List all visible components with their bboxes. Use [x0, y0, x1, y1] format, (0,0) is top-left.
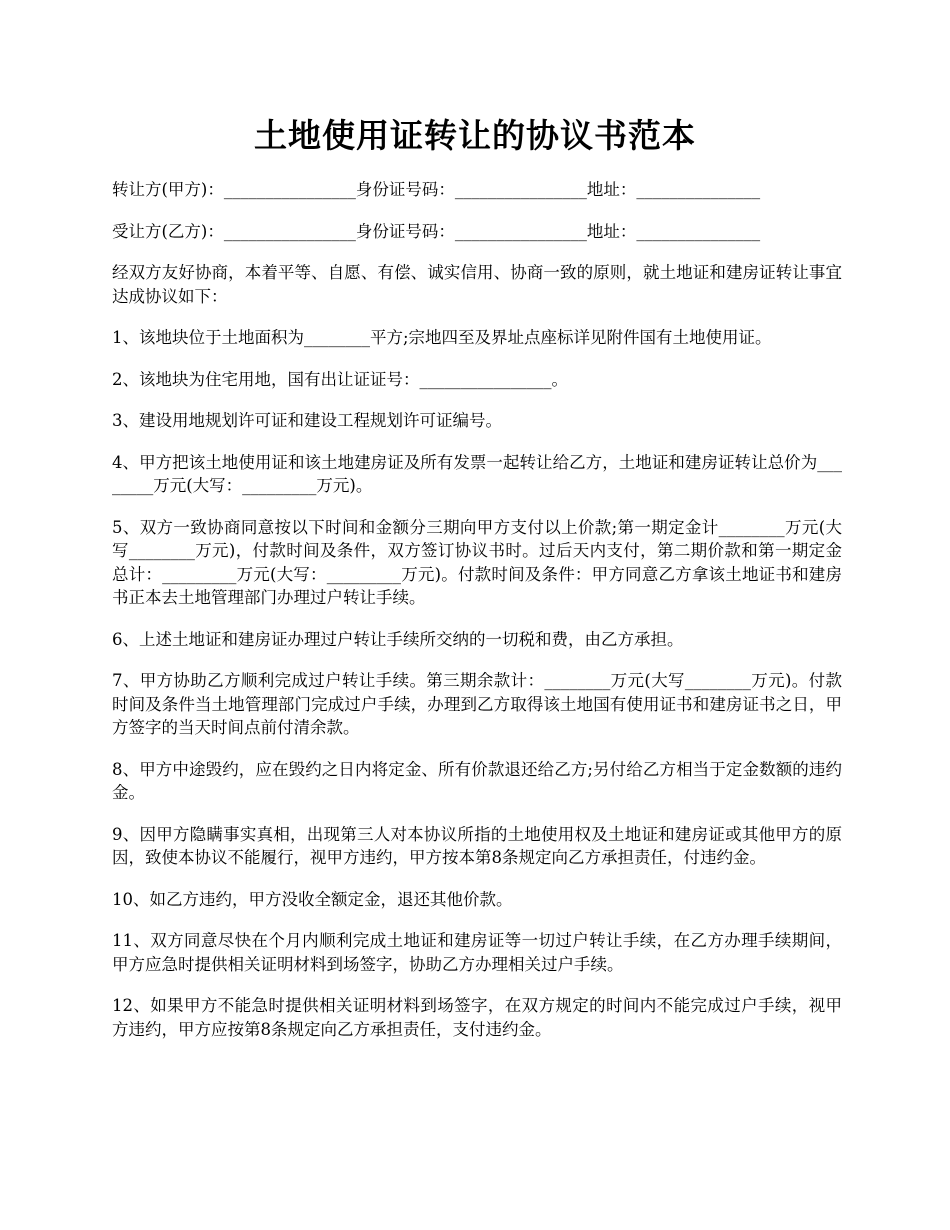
clause-10: 10、如乙方违约，甲方没收全额定金，退还其他价款。: [112, 889, 513, 909]
clause-6: 6、上述土地证和建房证办理过户转让手续所交纳的一切税和费，由乙方承担。: [112, 629, 684, 649]
document-title: 土地使用证转让的协议书范本: [254, 116, 696, 155]
clause-12: 12、如果甲方不能急时提供相关证明材料到场签字，在双方规定的时间内不能完成过户手续，视甲方违约，甲方应按第8条规定向乙方承担责任，支付违约金。: [112, 996, 842, 1039]
clause-3: 3、建设用地规划许可证和建设工程规划许可证编号。: [112, 411, 502, 430]
clause-8: 8、甲方中途毁约，应在毁约之日内将定金、所有价款退还给乙方;另付给乙方相当于定金数额的违约金。: [112, 759, 842, 802]
clause-7: 7、甲方协助乙方顺利完成过户转让手续。第三期余款计：________万元(大写________万元)。付款时间及条件当土地管理部门完成过户手续，办理到乙方取得该土地国有使用证书和建房证书之日，甲方签字的当天时间点前付清余款。: [112, 671, 842, 737]
document-body: [112, 178, 842, 1059]
party-b-line: 受让方(乙方)：________________身份证号码：________________地址：_______________: [112, 221, 761, 241]
clause-4: 4、甲方把该土地使用证和该土地建房证及所有发票一起转让给乙方，土地证和建房证转让总价为________万元(大写：_________万元)。: [112, 452, 842, 495]
clause-9: 9、因甲方隐瞒事实真相，出现第三人对本协议所指的土地使用权及土地证和建房证或其他甲方的原因，致使本协议不能履行，视甲方违约，甲方按本第8条规定向乙方承担责任，付违约金。: [112, 824, 842, 867]
clause-5: 5、双方一致协商同意按以下时间和金额分三期向甲方支付以上价款;第一期定金计________万元(大写________万元)，付款时间及条件，双方签订协议书时。过后天内支付，第二期价款和第一期定金总计：_________万元(大写：_________万元)。付款时间及条件：甲方同意乙方拿该土地证书和建房书正本去土地管理部门办理过户转让手续。: [112, 517, 842, 607]
preamble-paragraph: 经双方友好协商，本着平等、自愿、有偿、诚实信用、协商一致的原则，就土地证和建房证转让事宜达成协议如下：: [112, 263, 842, 306]
clause-11: 11、双方同意尽快在个月内顺利完成土地证和建房证等一切过户转让手续，在乙方办理手续期间，甲方应急时提供相关证明材料到场签字，协助乙方办理相关过户手续。: [112, 931, 842, 974]
clause-1: 1、该地块位于土地面积为________平方;宗地四至及界址点座标详见附件国有土地使用证。: [112, 328, 772, 347]
party-a-line: 转让方(甲方)：________________身份证号码：________________地址：_______________: [112, 180, 761, 199]
clause-2: 2、该地块为住宅用地，国有出让证证号：________________。: [112, 369, 568, 389]
